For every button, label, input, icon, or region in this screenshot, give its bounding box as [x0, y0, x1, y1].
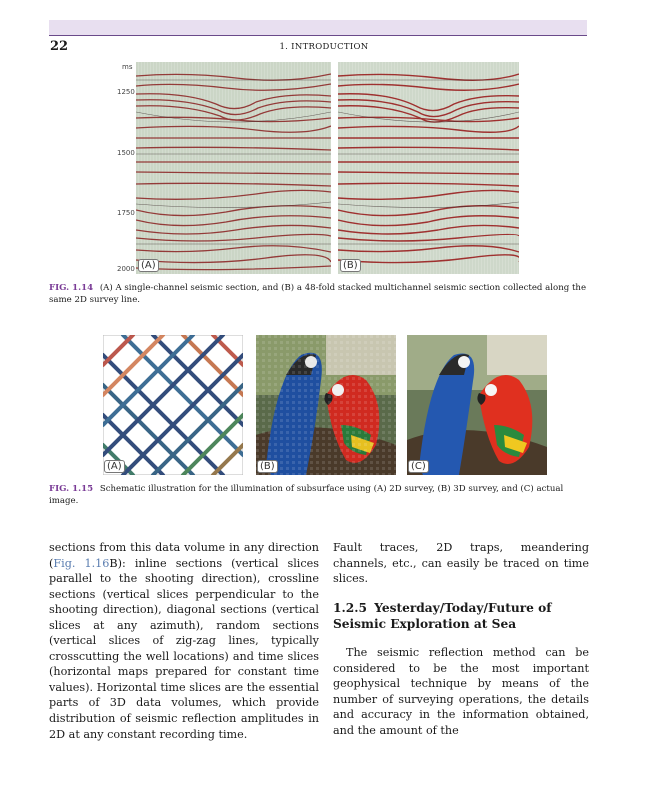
body-right-para2: The seismic reflection method can be considered to be the most important geophysical technique by means of the number of surveying operations, the details and accuracy in the information obtained, and the amount of the — [333, 646, 589, 737]
body-left-column — [49, 540, 319, 742]
illumination-3d-survey — [256, 335, 396, 475]
section-number: 1.2.5 — [333, 601, 367, 615]
header-rule — [49, 35, 587, 36]
section-heading — [333, 600, 589, 632]
fig14-panel-a-label: (A) — [138, 259, 159, 272]
axis-tick-1250: 1250 — [117, 88, 135, 96]
fig14-panel-b-label: (B) — [340, 259, 361, 272]
header-band — [49, 20, 587, 35]
body-left-post: B): inline sections (vertical slices parallel to the shooting direction), crossline sections (vertical slices perpendicular to the shooting direction), diagonal sections (vertical slices at any azimuth), random sections (vertical slices of zig-zag lines, typically crosscutting the well locations) and time slices (horizontal maps prepared for constant time values). Horizontal time slices are the essential parts of 3D data volumes, which provide distribution of seismic reflection amplitudes in 2D at any constant recording time. — [49, 556, 319, 741]
body-right-para1: Fault traces, 2D traps, meandering channels, etc., can easily be traced on time slices. — [333, 541, 589, 586]
actual-image — [407, 335, 547, 475]
fig15-panel-a-label: (A) — [104, 460, 125, 473]
fig14-caption — [49, 283, 589, 306]
fig15-caption — [49, 484, 589, 507]
axis-tick-1500: 1500 — [117, 149, 135, 157]
fig15-number: FIG. 1.15 — [49, 484, 94, 494]
running-head: 1. INTRODUCTION — [279, 42, 369, 52]
fig15-panel-c-label: (C) — [408, 460, 429, 473]
axis-unit: ms — [122, 63, 133, 71]
fig14-caption-text: (A) A single-channel seismic section, and (B) a 48-fold stacked multichannel seismic section collected along the same 2D survey line. — [49, 283, 587, 305]
fig15-caption-text: Schematic illustration for the illumination of subsurface using (A) 2D survey, (B) 3D survey, and (C) actual image. — [49, 484, 564, 506]
page-number: 22 — [50, 39, 69, 54]
fig-1-16-link[interactable]: Fig. 1.16 — [53, 556, 110, 570]
illumination-2d-survey — [103, 335, 243, 475]
seismic-section-b — [338, 62, 519, 274]
seismic-section-a — [136, 62, 331, 274]
axis-tick-1750: 1750 — [117, 209, 135, 217]
fig14-number: FIG. 1.14 — [49, 283, 94, 293]
section-title: Yesterday/Today/Future of Seismic Exploration at Sea — [333, 601, 552, 631]
axis-tick-2000: 2000 — [117, 265, 135, 273]
fig15-panel-b-label: (B) — [257, 460, 278, 473]
body-left-pre: sections from this data volume in any direction ( — [49, 541, 319, 570]
